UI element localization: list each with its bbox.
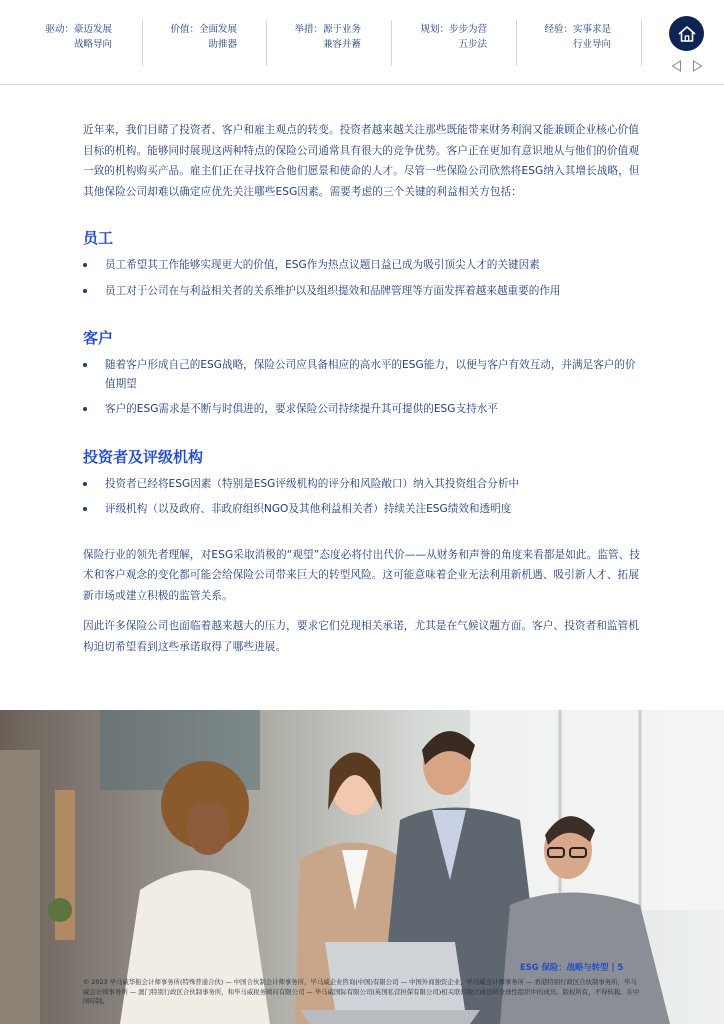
nav-item-measures[interactable] [266, 22, 361, 66]
bullet-list-employees [83, 256, 643, 300]
nav-item-line2: 兼容并蓄 [322, 39, 361, 50]
list-item: 员工对于公司在与利益相关者的关系维护以及组织提效和品牌管理等方面发挥着越来越重要的作用 [83, 282, 643, 301]
nav-item-drivers[interactable] [18, 22, 112, 66]
bullet-dot [83, 263, 87, 267]
nav-item-line2: 战略导向 [73, 39, 112, 50]
nav-item-line2: 行业导向 [572, 39, 611, 50]
triangle-left-icon[interactable] [671, 60, 682, 72]
list-item: 评级机构（以及政府、非政府组织NGO及其他利益相关者）持续关注ESG绩效和透明度 [83, 500, 643, 519]
page-label: ESG 保险：战略与转型 | 5 [520, 962, 624, 972]
bullet-list-investors [83, 475, 643, 519]
bullet-dot [83, 407, 87, 411]
bullet-dot [83, 363, 87, 367]
section-heading-investors: 投资者及评级机构 [83, 447, 204, 466]
nav-item-line2: 助推器 [208, 39, 237, 50]
nav-item-line1: 驱动：豪迈发展 [45, 24, 112, 35]
list-item: 员工希望其工作能够实现更大的价值，ESG作为热点议题日益已成为吸引顶尖人才的关键因素 [83, 256, 643, 275]
triangle-right-icon[interactable] [692, 60, 703, 72]
main-content [83, 120, 643, 657]
bullet-dot [83, 507, 87, 511]
section-heading-customers: 客户 [83, 329, 114, 347]
top-navigation [0, 0, 724, 85]
intro-paragraph: 近年来，我们目睹了投资者、客户和雇主观点的转变。投资者越来越关注那些既能带来财务利润又能兼顾企业核心价值目标的机构。能够同时展现这两种特点的保险公司通常具有很大的竞争优势。客户正在更加有意识地从与他们的价值观一致的机构购买产品。雇主们正在寻找符合他们愿景和使命的人才。尽管一些保险公司欣然将ESG纳入其增长战略，但其他保险公司却难以确定应优先关注哪些ESG因素。需要考虑的三个关键的利益相关方包括： [83, 124, 640, 198]
closing-paragraph-2: 因此许多保险公司也面临着越来越大的压力，要求它们兑现相关承诺，尤其是在气候议题方面。客户、投资者和监管机构迫切希望看到这些承诺取得了哪些进展。 [83, 620, 640, 653]
nav-item-line1: 经验：实事求是 [544, 24, 611, 35]
nav-item-line2: 五步法 [458, 39, 487, 50]
list-item: 客户的ESG需求是不断与时俱进的，要求保险公司持续提升其可提供的ESG支持水平 [83, 400, 643, 419]
bullet-dot [83, 289, 87, 293]
list-item: 随着客户形成自己的ESG战略，保险公司应具备相应的高水平的ESG能力，以便与客户有效互动，并满足客户的价值期望 [83, 356, 643, 393]
nav-item-line1: 规划：步步为营 [420, 24, 487, 35]
closing-paragraph-1: 保险行业的领先者理解，对ESG采取消极的“观望”态度必将付出代价——从财务和声誉的角度来看都是如此。监管、技术和客户观念的变化都可能会给保险公司带来巨大的转型风险。这可能意味着企业无法利用新机遇、吸引新人才、拓展新市场或建立积极的监管关系。 [83, 548, 641, 602]
nav-item-experience[interactable] [516, 22, 611, 66]
home-button[interactable] [669, 16, 704, 51]
bullet-list-customers [83, 356, 643, 419]
nav-item-line1: 价值：全面发展 [170, 24, 237, 35]
nav-item-line1: 举措：源于业务 [294, 24, 361, 35]
home-icon [677, 25, 697, 43]
bullet-dot [83, 482, 87, 486]
office-team-image [0, 710, 724, 1024]
list-item: 投资者已经将ESG因素（特别是ESG评级机构的评分和风险敞口）纳入其投资组合分析中 [83, 475, 643, 494]
section-heading-employees: 员工 [83, 229, 114, 247]
copyright-notice: © 2023 毕马威华振会计师事务所(特殊普通合伙) — 中国合伙制会计师事务所，毕马威企业咨询(中国)有限公司 — 中国外商独资企业，毕马威会计师事务所 — 香港特别行政区合伙制事务所，毕马威会计师事务所 — 澳门特别行政区合伙制事务所，和毕马威税务顾问有限公司 — 毕马威国际有限公司(英国私营担保有限公司)相关联的独立成员所全球性组织中的成员。版权所有，不得转载。在中国印制。 [83, 978, 640, 1005]
nav-item-planning[interactable] [391, 22, 487, 66]
nav-item-value[interactable] [142, 22, 237, 66]
nav-divider [641, 20, 642, 66]
team-photo [0, 710, 724, 1024]
